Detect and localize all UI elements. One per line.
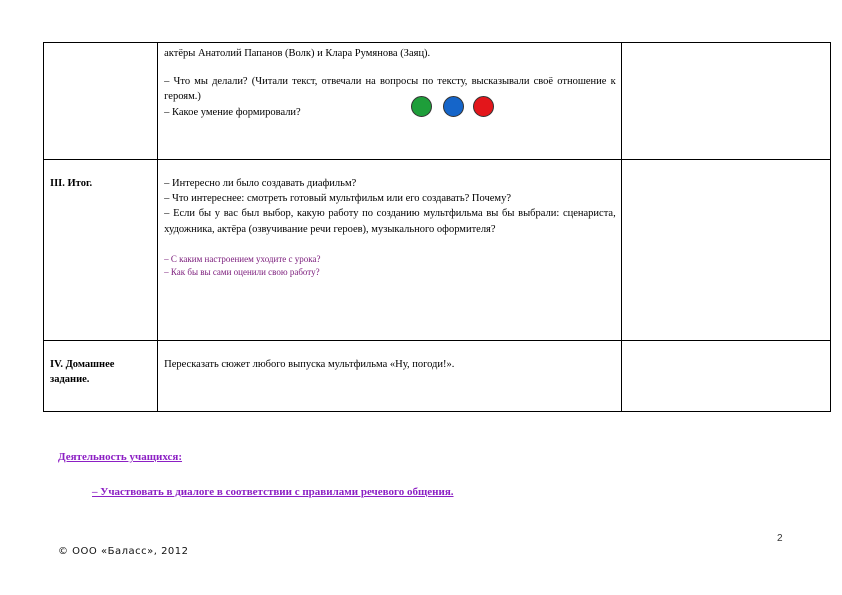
stage-label: IV. Домашнее задание. bbox=[50, 359, 115, 386]
table-row bbox=[44, 341, 831, 412]
text-line: Пересказать сюжет любого выпуска мультфильма «Ну, погоди!». bbox=[164, 359, 455, 370]
stage-cell bbox=[44, 43, 158, 160]
blue-circle-icon bbox=[443, 96, 464, 117]
stage-cell bbox=[44, 341, 158, 412]
notes-cell bbox=[621, 43, 830, 160]
content-cell bbox=[158, 341, 622, 412]
text-line: актёры Анатолий Папанов (Волк) и Клара Румянова (Заяц). bbox=[164, 48, 431, 59]
reflection-question: – Как бы вы сами оценили свою работу? bbox=[164, 267, 320, 278]
text-line: – Если бы у вас был выбор, какую работу по созданию мультфильма вы бы выбрали: сценариста, художника, актёра (озвучивание речи героев), музыкального оформителя? bbox=[164, 208, 616, 235]
stage-label: III. Итог. bbox=[50, 178, 93, 189]
content-cell bbox=[158, 160, 622, 341]
green-circle-icon bbox=[411, 96, 432, 117]
text-line: – Что интереснее: смотреть готовый мультфильм или его создавать? Почему? bbox=[164, 193, 511, 205]
activity-item: – Участвовать в диалоге в соответствии с правилами речевого общения. bbox=[92, 486, 454, 498]
stage-cell bbox=[44, 160, 158, 341]
table-row bbox=[44, 43, 831, 160]
reflection-question: – С каким настроением уходите с урока? bbox=[164, 253, 321, 264]
notes-cell bbox=[621, 160, 830, 341]
text-line: – Какое умение формировали? bbox=[164, 106, 301, 118]
activity-heading: Деятельность учащихся: bbox=[58, 451, 183, 463]
content-cell bbox=[158, 43, 622, 160]
page-number: 2 bbox=[777, 533, 783, 544]
text-line: – Интересно ли было создавать диафильм? bbox=[164, 178, 357, 189]
notes-cell bbox=[621, 341, 830, 412]
table-row bbox=[44, 160, 831, 341]
copyright-footer: © ООО «Баласс», 2012 bbox=[58, 546, 189, 557]
lesson-table bbox=[43, 42, 831, 412]
red-circle-icon bbox=[473, 96, 494, 117]
text-line: – Что мы делали? (Читали текст, отвечали на вопросы по тексту, высказывали своё отношение к героям.) bbox=[164, 76, 616, 103]
